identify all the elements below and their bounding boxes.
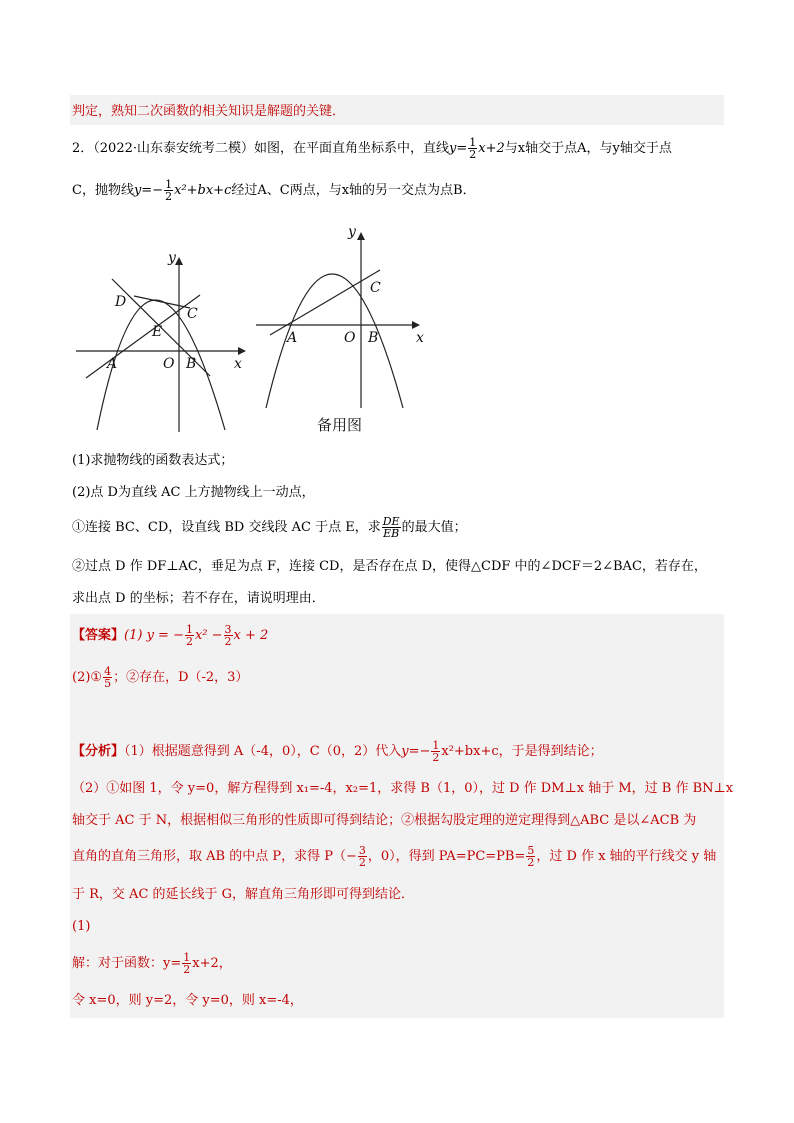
question-2: (2)点 D为直线 AC 上方抛物线上一动点， [72,485,315,500]
parabola-fraction: $\frac{1}{2}$ [165,178,173,203]
parabola-rest: x²+bx+c [174,183,232,198]
problem-line2-start: C，抛物线 [72,183,134,198]
analysis-line-2: （2）①如图 1，令 y=0，解方程得到 x₁=-4，x₂=1，求得 B（1，0），过 D 作 DM⊥x 轴于 M，过 B 作 BN⊥x [72,781,734,796]
analysis-line-3: 轴交于 AC 于 N，根据相似三角形的性质即可得到结论；②根据勾股定理的逆定理得到△ABC 是以∠ACB 为 [72,813,697,828]
figure-2 [256,232,420,408]
fig1-label-d: D [115,294,127,310]
fig2-label-a: A [287,330,298,346]
line-eq-rest: x+2 [478,141,505,156]
analysis-4-end: ，过 D 作 x 轴的平行线交 y 轴 [536,849,717,864]
fig2-label-c: C [370,280,381,296]
solution-part-label: (1) [72,919,91,934]
fig1-line-ac [86,295,200,378]
line-eq-y: y= [449,141,468,156]
answer-1-mid: x² − [194,628,223,643]
fig1-label-x: x [234,356,242,372]
question-2b-line-1: ②过点 D 作 DF⊥AC，垂足为点 F，连接 CD，是否存在点 D，使得△CDF 中的∠DCF＝2∠BAC，若存在， [72,559,707,574]
analysis-line-4 [72,842,722,872]
analysis-4-pre: 直角的直角三角形，取 AB 的中点 P，求得 P（− [72,849,357,864]
parabola-pre: y=− [133,183,164,198]
answer-1-end: x + 2 [233,628,269,643]
solution-line-1 [72,950,722,978]
question-2b-line-2: 求出点 D 的坐标；若不存在，请说明理由． [72,591,325,606]
fig2-x-arrow [412,321,420,329]
answer-2-fraction: $\frac{4}{5}$ [104,665,112,690]
fig2-label-b: B [368,330,379,346]
fig1-label-e: E [152,324,163,340]
figures-svg [0,0,794,460]
fig2-caption: 备用图 [317,416,363,434]
q2a-post: 的最大值； [401,520,467,535]
answer-tag: 【答案】 [72,628,125,643]
q2a-fraction: $\frac{DE}{EB}$ [382,515,400,540]
problem-line2-end: 经过A、C两点，与x轴的另一交点为点B． [231,183,476,198]
question-1: (1)求抛物线的函数表达式； [72,453,234,468]
analysis-4-mid: ，0），得到 PA=PC=PB= [367,849,526,864]
answer-1-fraction-2: $\frac{3}{2}$ [224,623,232,648]
fig2-label-y: y [348,224,356,240]
answer-line-2 [72,664,722,692]
problem-source: 2．（2022·山东泰安统考二模）如图，在平面直角坐标系中，直线 [72,141,449,156]
analysis-1-pre: （1）根据题意得到 A（-4，0），C（0，2）代入 [124,744,402,759]
analysis-4-fraction-2: $\frac{5}{2}$ [527,844,535,869]
fig1-label-o: O [163,356,175,372]
answer-2-post: ；②存在，D（-2，3） [113,670,249,685]
solution-1-rest: x+2， [192,956,232,971]
answer-1-fraction-1: $\frac{1}{2}$ [185,623,193,648]
fig1-label-y: y [168,250,176,266]
analysis-4-fraction-1: $\frac{3}{2}$ [358,844,366,869]
solution-1-fraction: $\frac{1}{2}$ [183,951,191,976]
fig2-y-arrow [357,232,365,240]
fig1-label-c: C [187,306,198,322]
problem-text-after-eq: 与x轴交于点A，与y轴交于点 [504,141,672,156]
fig2-label-o: O [344,330,356,346]
fig1-label-a: A [107,356,118,372]
analysis-1-eq-rest: x²+bx+c，于是得到结论； [441,744,603,759]
analysis-1-eq-pre: y=− [401,744,431,759]
fig1-x-arrow [238,347,246,355]
q2a-pre: ①连接 BC、CD，设直线 BD 交线段 AC 于点 E，求 [72,520,381,535]
answer-2-pre: (2)① [72,670,103,685]
fig1-label-b: B [186,356,197,372]
answer-line-1 [72,622,722,650]
figure-1-labels [105,250,242,372]
answer-1-pre: (1) y = − [124,628,184,643]
question-2a [72,514,722,542]
analysis-line-5: 于 R，交 AC 的延长线于 G，解直角三角形即可得到结论． [72,887,415,902]
figure-1 [76,257,246,432]
intro-line: 判定，熟知二次函数的相关知识是解题的关键． [72,104,346,119]
solution-line-2: 令 x=0，则 y=2，令 y=0，则 x=-4， [72,993,303,1008]
analysis-tag: 【分析】 [72,744,125,759]
fig1-y-arrow [175,257,183,265]
fig2-label-x: x [416,330,424,346]
line-eq-fraction: $\frac{1}{2}$ [469,136,477,161]
analysis-1-fraction: $\frac{1}{2}$ [432,739,440,764]
analysis-line-1 [72,738,722,766]
solution-1-pre: 解：对于函数：y= [72,956,182,971]
